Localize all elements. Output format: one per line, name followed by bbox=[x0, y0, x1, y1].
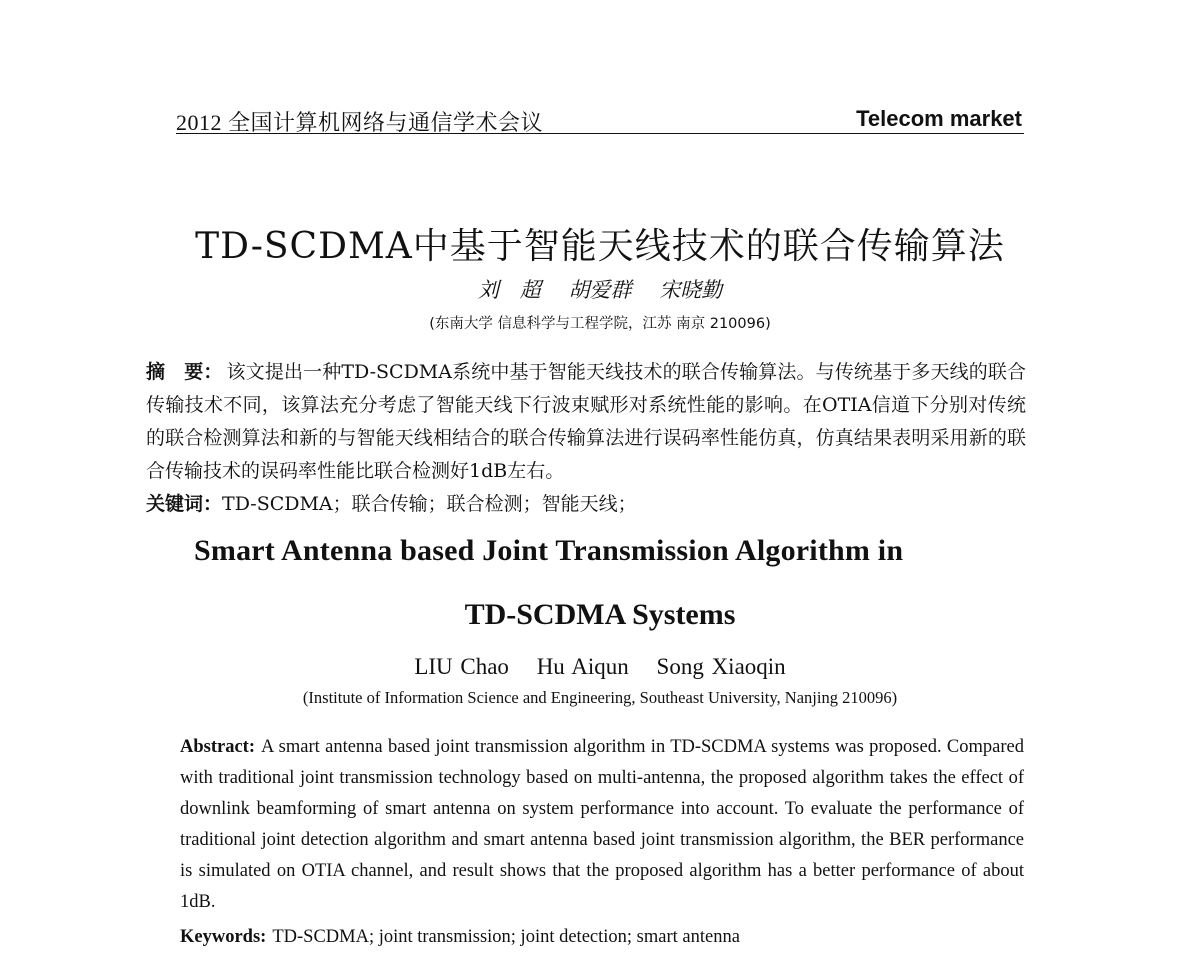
keywords-text-cn: TD-SCDMA；联合传输；联合检测；智能天线； bbox=[222, 493, 637, 515]
author-en: LIU Chao bbox=[414, 654, 509, 679]
abstract-text-en: A smart antenna based joint transmission algorithm in TD-SCDMA systems was proposed. Compared with traditional joint transmission technology based on multi-antenna, the proposed algorithm takes the effect of downlink beamforming of smart antenna on system performance into account. To evaluate the performance of traditional joint detection algorithm and smart antenna based joint transmission algorithm, the BER performance is simulated on OTIA channel, and result shows that the proposed algorithm has a better performance of about 1dB. bbox=[180, 737, 1024, 912]
keywords-label-en: Keywords: bbox=[180, 927, 267, 947]
abstract-text-cn: 该文提出一种TD-SCDMA系统中基于智能天线技术的联合传输算法。与传统基于多天线的联合传输技术不同，该算法充分考虑了智能天线下行波束赋形对系统性能的影响。在OTIA信道下分别对传统的联合检测算法和新的与智能天线相结合的联合传输算法进行误码率性能仿真，仿真结果表明采用新的联合传输技术的误码率性能比联合检测好1dB左右。 bbox=[146, 361, 1026, 482]
abstract-en bbox=[180, 732, 1024, 918]
affiliation-cn: (东南大学 信息科学与工程学院，江苏 南京 210096) bbox=[429, 316, 771, 332]
header-divider bbox=[176, 133, 1024, 134]
author-cn: 刘 超 bbox=[477, 278, 541, 302]
author-en: Song Xiaoqin bbox=[656, 654, 786, 679]
journal-section-header: Telecom market bbox=[856, 106, 1022, 131]
author-cn: 宋晓勤 bbox=[659, 278, 723, 302]
author-cn: 胡爱群 bbox=[568, 278, 632, 302]
keywords-text-en: TD-SCDMA; joint transmission; joint detection; smart antenna bbox=[272, 927, 740, 947]
abstract-label-cn: 摘 要： bbox=[146, 361, 223, 383]
keywords-en bbox=[180, 922, 1024, 953]
paper-title-en-line1: Smart Antenna based Joint Transmission Algorithm in bbox=[194, 534, 904, 567]
paper-title-cn: TD-SCDMA中基于智能天线技术的联合传输算法 bbox=[195, 226, 1005, 267]
authors-en bbox=[0, 654, 1200, 680]
affiliation-en: (Institute of Information Science and Engineering, Southeast University, Nanjing 210096) bbox=[302, 688, 898, 707]
keywords-cn bbox=[146, 488, 1026, 521]
abstract-cn bbox=[146, 356, 1026, 488]
paper-title-en-line2: TD-SCDMA Systems bbox=[464, 598, 736, 631]
abstract-label-en: Abstract: bbox=[180, 737, 256, 757]
authors-cn bbox=[0, 274, 1200, 304]
conference-header: 2012 全国计算机网络与通信学术会议 bbox=[176, 110, 544, 135]
author-en: Hu Aiqun bbox=[536, 654, 629, 679]
keywords-label-cn: 关键词： bbox=[146, 493, 223, 515]
